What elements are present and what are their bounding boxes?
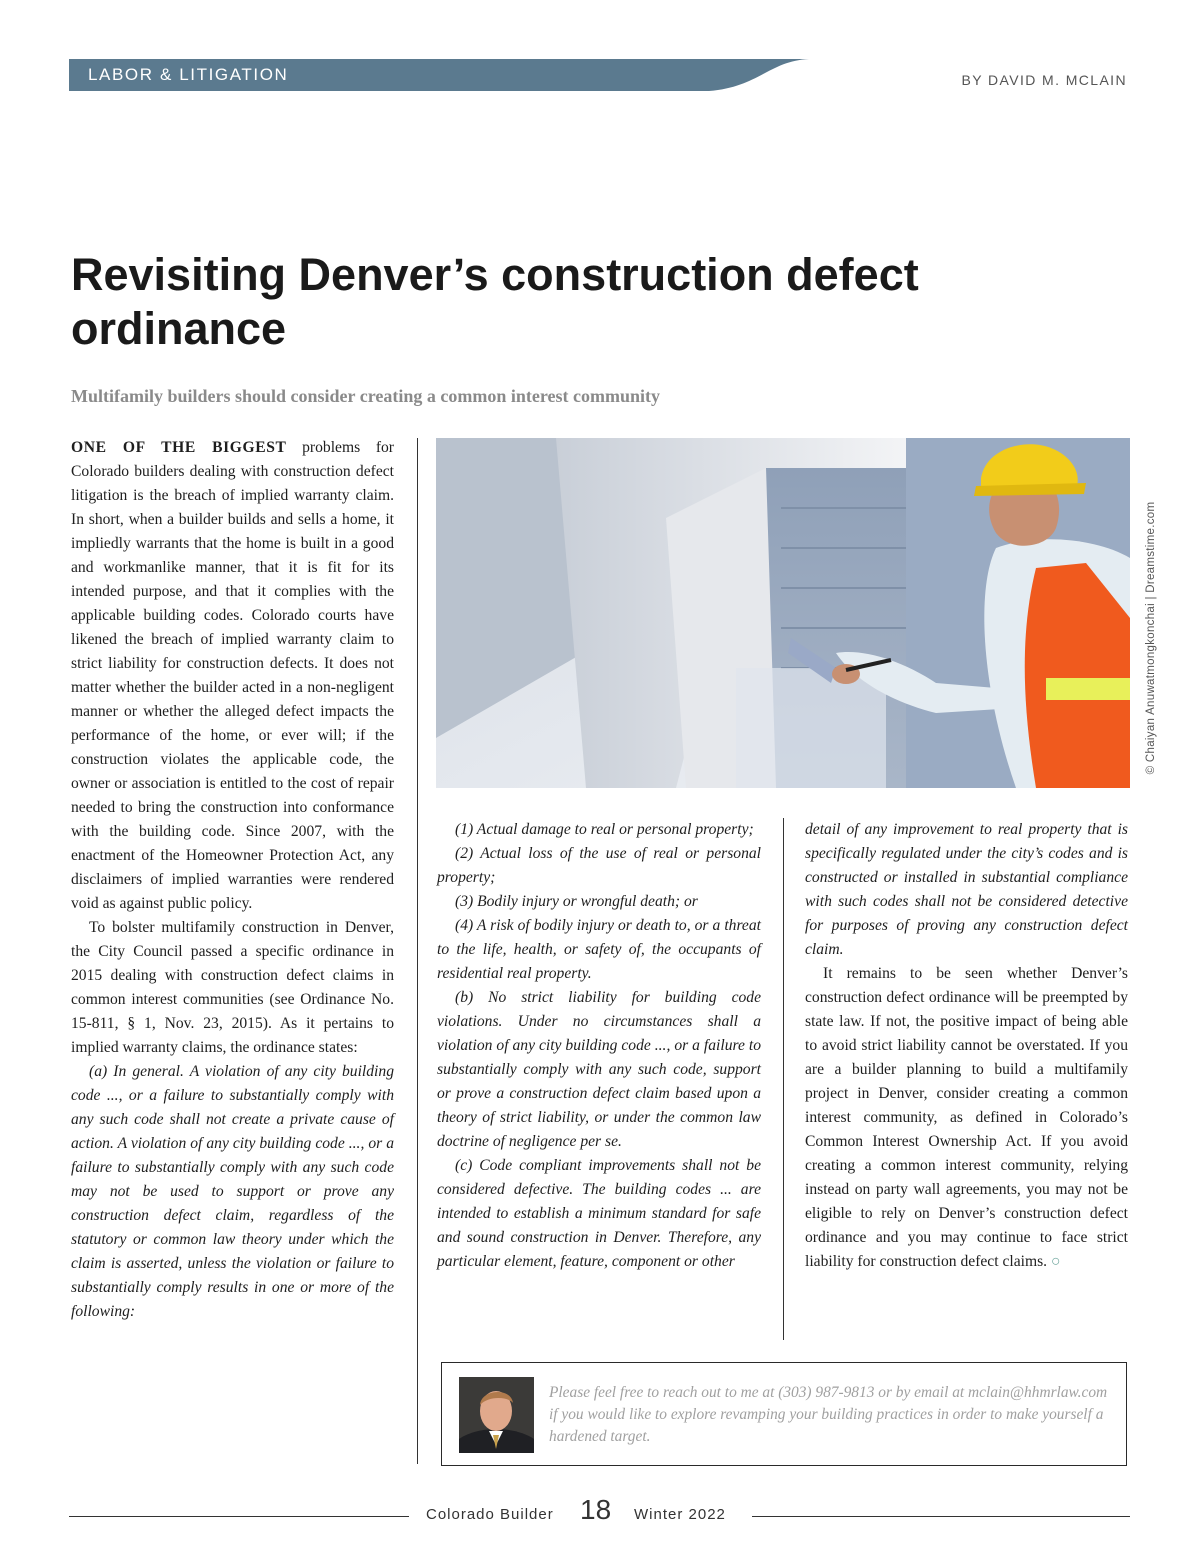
contact-message: Please feel free to reach out to me at (303) 987-9813 or by email at mclain@hhmrlaw.com if you would like to explore revamping your building practices in order to make yourself a hardened target. (549, 1384, 1108, 1445)
intro-text: problems for Colorado builders dealing with construction defect litigation is the breach of implied warranty claim. In short, when a builder builds and sells a home, it impliedly warrants that the home is built in a good and workmanlike manner, that it is fit for its intended purpose, and that it complies with the applicable building codes. Colorado courts have likened the breach of implied warranty claim to strict liability for construction defects. It does not matter whether the builder acted in a non-negligent manner or whether the alleged defect impacts the performance of the home, or ever will; if the construction violates the applicable code, the owner or association is entitled to the cost of repair needed to bring the construction into conformance with the building code. Since 2007, with the enactment of the Homeowner Protection Act, any disclaimers of implied warranties were rendered void as against public policy. (71, 439, 395, 912)
column-3 (805, 818, 1128, 1274)
author-headshot (459, 1377, 534, 1453)
page-number: 18 (580, 1494, 612, 1525)
column-1 (71, 436, 394, 1324)
paragraph-conclusion: It remains to be seen whether Denver’s construction defect ordinance will be preempted by state law. If not, the positive impact of being able to avoid strict liability cannot be overstated. If you are a builder planning to build a multifamily project in Denver, consider creating a common interest community, as defined in Colorado’s Common Interest Ownership Act. If you avoid creating a common interest community, relying instead on party wall agreements, you may not be eligible to rely on Denver’s construction defect ordinance and you may continue to face strict liability for construction defect claims. ○ (805, 965, 1128, 1270)
article-title: Revisiting Denver’s construction defect ordinance (71, 249, 919, 354)
paragraph-ordinance: To bolster multifamily construction in Denver, the City Council passed a specific ordinance in 2015 dealing with construction defect claims in common interest communities (see Ordinance No. 15-811, § 1, Nov. 23, 2015). As it pertains to implied warranty claims, the ordinance states: (71, 919, 394, 1056)
byline: BY DAVID M. MCLAIN (961, 72, 1127, 88)
inspector-photo (436, 438, 1130, 788)
ordinance-item: (2) Actual loss of the use of real or personal property; (437, 845, 761, 886)
author-portrait-illustration (459, 1377, 534, 1453)
column-divider-1 (417, 438, 418, 1464)
ordinance-quote-a: (a) In general. A violation of any city building code ..., or a failure to substantially comply with any such code shall not create a private cause of action. A violation of any city building code ..., or a failure to substantially comply with any such code may not be used to support or prove any construction defect claim, regardless of the statutory or common law theory under which the claim is asserted, unless the violation or failure to substantially comply results in one or more of the following: (71, 1063, 394, 1320)
ordinance-item: (b) No strict liability for building code violations. Under no circumstances shall a violation of any city building code ..., or a failure to substantially comply with any such code, support or prove a construction defect claim based upon a theory of strict liability, or under the common law doctrine of negligence per se. (437, 989, 761, 1150)
author-contact-box (441, 1362, 1127, 1466)
ordinance-item: (4) A risk of bodily injury or death to, or a threat to the life, health, or safety of, the occupants of residential real property. (437, 917, 761, 982)
end-mark-icon: ○ (1050, 1253, 1061, 1270)
lead-in: ONE OF THE BIGGEST (71, 439, 287, 456)
section-label: LABOR & LITIGATION (88, 65, 289, 84)
footer-magazine-name: Colorado Builder (426, 1506, 554, 1523)
footer-rule-right (752, 1516, 1130, 1517)
ordinance-item: (c) Code compliant improvements shall not be considered defective. The building codes ... are intended to establish a minimum standard for safe and sound construction in Denver. Therefore, any particular element, feature, component or other (437, 1157, 761, 1270)
paragraph-intro (71, 436, 394, 916)
column-2 (437, 818, 761, 1274)
ordinance-continued: detail of any improvement to real property that is specifically regulated under the city’s codes and is constructed or installed in substantial compliance with such codes shall not be considered detective for purposes of proving any construction defect claim. (805, 821, 1128, 958)
footer-issue: Winter 2022 (634, 1506, 726, 1523)
footer-rule-left (69, 1516, 409, 1517)
column-divider-2 (783, 818, 784, 1340)
article-subtitle: Multifamily builders should consider creating a common interest community (71, 386, 660, 406)
ordinance-item: (1) Actual damage to real or personal property; (455, 821, 754, 838)
ordinance-item: (3) Bodily injury or wrongful death; or (455, 893, 698, 910)
construction-inspector-illustration (436, 438, 1130, 788)
